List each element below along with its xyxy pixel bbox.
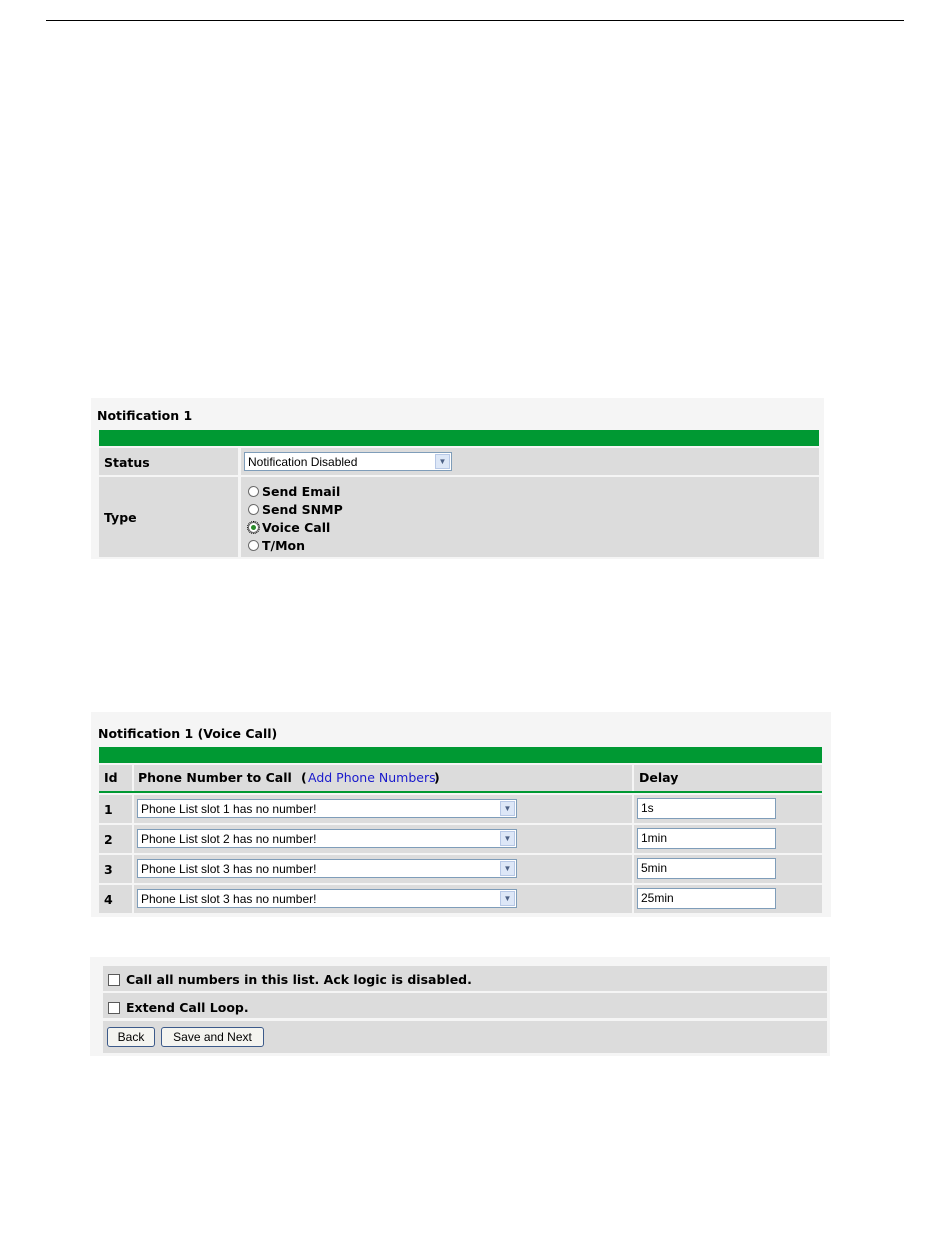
- add-phone-numbers-link[interactable]: Add Phone Numbers: [308, 770, 436, 785]
- row-id: 2: [104, 832, 113, 847]
- phone-select-value: Phone List slot 2 has no number!: [141, 832, 317, 846]
- status-select-value: Notification Disabled: [248, 455, 358, 469]
- phone-select-value: Phone List slot 3 has no number!: [141, 862, 317, 876]
- voice-panel-title: Notification 1 (Voice Call): [98, 726, 278, 741]
- header-bar: [99, 747, 822, 763]
- chevron-down-icon[interactable]: ▼: [500, 831, 515, 846]
- back-button[interactable]: Back: [107, 1027, 155, 1047]
- radio-icon[interactable]: [248, 540, 259, 551]
- phone-select-2[interactable]: [137, 829, 517, 848]
- header-bar: [99, 430, 819, 446]
- type-option-label: Voice Call: [262, 520, 331, 535]
- type-option-label: Send Email: [262, 484, 341, 499]
- delay-input-4[interactable]: 25min: [637, 888, 776, 909]
- call-all-label: Call all numbers in this list. Ack logic is disabled.: [126, 972, 472, 987]
- phone-select-3[interactable]: [137, 859, 517, 878]
- status-select[interactable]: [244, 452, 452, 471]
- col-delay-header: Delay: [639, 770, 679, 785]
- phone-select-4[interactable]: [137, 889, 517, 908]
- chevron-down-icon[interactable]: ▼: [435, 454, 450, 469]
- checkbox-icon[interactable]: [108, 1002, 120, 1014]
- phone-select-value: Phone List slot 3 has no number!: [141, 892, 317, 906]
- extend-loop-label: Extend Call Loop.: [126, 1000, 249, 1015]
- col-phone-header: Phone Number to Call: [138, 770, 292, 785]
- type-option-send-snmp[interactable]: [248, 502, 343, 517]
- row-id: 3: [104, 862, 113, 877]
- phone-select-value: Phone List slot 1 has no number!: [141, 802, 317, 816]
- chevron-down-icon[interactable]: ▼: [500, 801, 515, 816]
- radio-checked-icon[interactable]: [248, 522, 259, 533]
- save-and-next-button[interactable]: Save and Next: [161, 1027, 264, 1047]
- page-top-rule: [46, 20, 904, 21]
- type-option-label: Send SNMP: [262, 502, 343, 517]
- radio-icon[interactable]: [248, 504, 259, 515]
- checkbox-icon[interactable]: [108, 974, 120, 986]
- phone-select-1[interactable]: [137, 799, 517, 818]
- call-all-option[interactable]: [108, 972, 472, 987]
- row-id: 4: [104, 892, 113, 907]
- paren-close: ): [434, 770, 440, 785]
- type-option-tmon[interactable]: [248, 538, 305, 553]
- type-label: Type: [104, 510, 137, 525]
- type-option-voice-call[interactable]: [248, 520, 330, 535]
- status-label: Status: [104, 455, 150, 470]
- chevron-down-icon[interactable]: ▼: [500, 891, 515, 906]
- delay-input-1[interactable]: 1s: [637, 798, 776, 819]
- delay-input-2[interactable]: 1min: [637, 828, 776, 849]
- col-id-header: Id: [104, 770, 118, 785]
- panel-title: Notification 1: [97, 408, 193, 423]
- delay-input-3[interactable]: 5min: [637, 858, 776, 879]
- type-option-label: T/Mon: [262, 538, 306, 553]
- extend-loop-option[interactable]: [108, 1000, 249, 1015]
- paren-open: (: [301, 770, 307, 785]
- row-id: 1: [104, 802, 113, 817]
- header-underline: [99, 791, 822, 793]
- radio-icon[interactable]: [248, 486, 259, 497]
- type-option-send-email[interactable]: [248, 484, 340, 499]
- chevron-down-icon[interactable]: ▼: [500, 861, 515, 876]
